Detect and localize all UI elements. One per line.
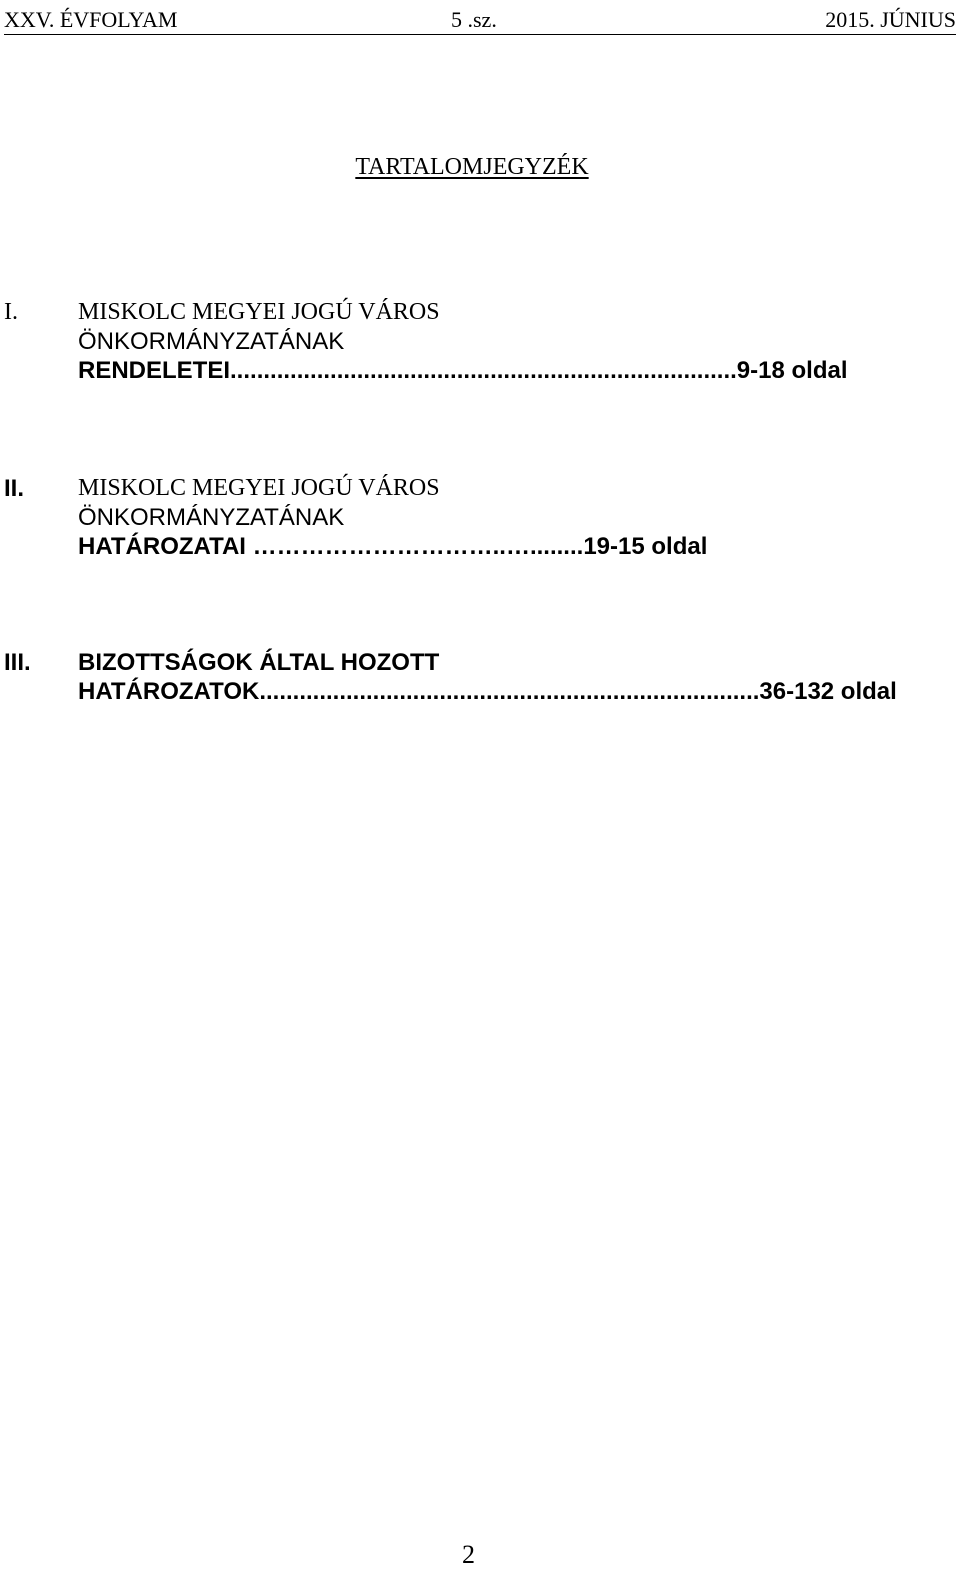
toc-entry-line: MISKOLC MEGYEI JOGÚ VÁROS <box>78 475 440 501</box>
toc-entry-line-with-page: RENDELETEI............................................................................9-18 oldal <box>78 357 848 384</box>
toc-entry-line: ÖNKORMÁNYZATÁNAK <box>78 504 345 531</box>
toc-entry-line-with-page: HATÁROZATAI …………………………..…........19-15 oldal <box>78 533 708 560</box>
toc-entry-number: I. <box>4 299 18 325</box>
toc-title: TARTALOMJEGYZÉK <box>355 154 589 180</box>
toc-entry-line: ÖNKORMÁNYZATÁNAK <box>78 328 345 355</box>
issue-date: 2015. JÚNIUS <box>825 7 956 32</box>
toc-entry-line: MISKOLC MEGYEI JOGÚ VÁROS <box>78 299 440 325</box>
issue-number: 5 .sz. <box>451 7 497 32</box>
page-number: 2 <box>462 1540 475 1569</box>
page-header <box>4 4 956 35</box>
toc-entry-line: BIZOTTSÁGOK ÁLTAL HOZOTT <box>78 649 440 676</box>
toc-entry-number: III. <box>4 649 31 676</box>
volume-label: XXV. ÉVFOLYAM <box>4 7 178 32</box>
toc-entry-line-with-page: HATÁROZATOK...........................................................................36-132 oldal <box>78 678 897 705</box>
toc-entry-number: II. <box>4 475 25 502</box>
